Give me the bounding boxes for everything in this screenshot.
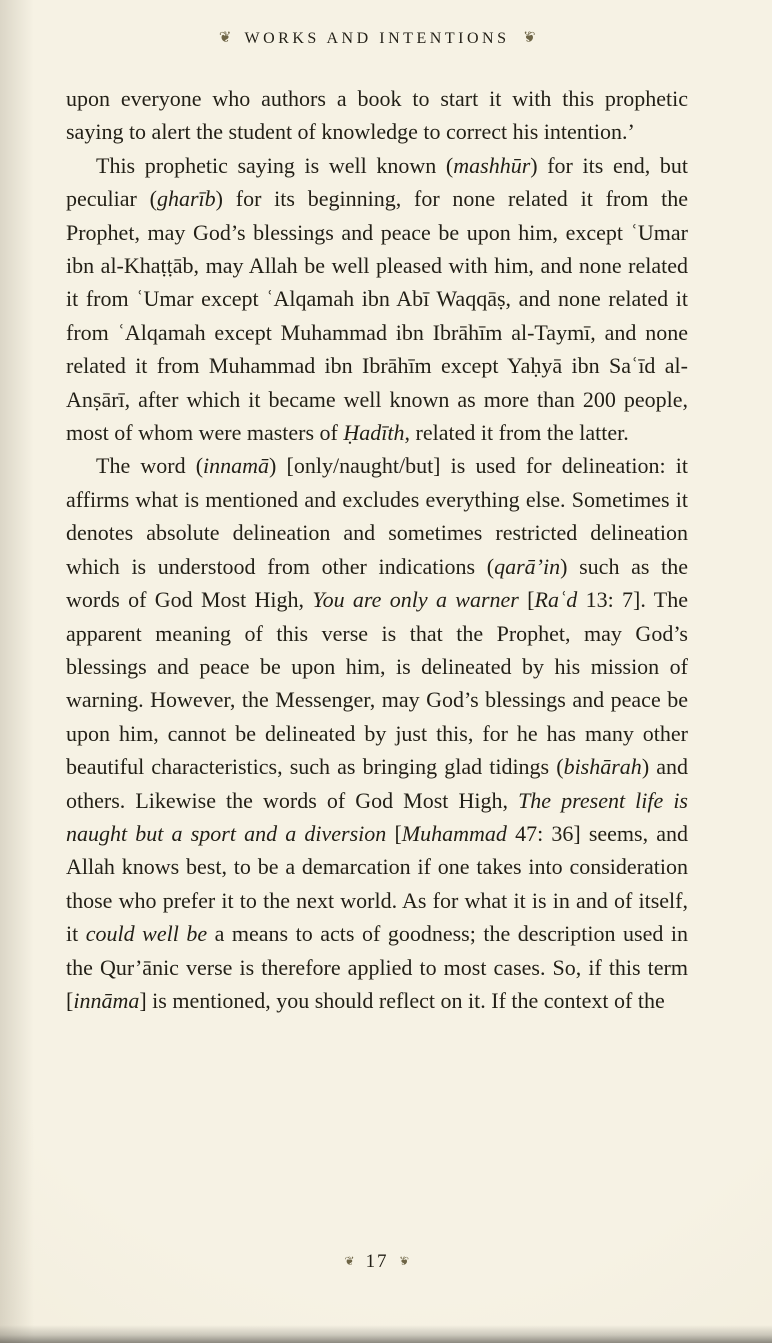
text-run: You are only a warner <box>312 587 519 613</box>
fleuron-right-icon: ❦ <box>522 29 536 46</box>
text-run: , related it from the latter. <box>404 420 629 446</box>
text-run: could well be <box>85 921 208 947</box>
text-run: bishārah <box>563 754 642 780</box>
text-run: [ <box>518 587 535 613</box>
text-run: 13: 7]. The apparent meaning of this verse is that the Prophet, may God’s blessings and peace be upon him, is delineated by his mission of warning. However, the Messenger, may God’s blessings and peace be upon him, cannot be delineated by just this, for he has many other beautiful characteristics, such as bringing glad tidings ( <box>66 587 688 780</box>
fleuron-right-icon: ❦ <box>399 1254 410 1268</box>
page-number: 17 <box>365 1251 389 1272</box>
fleuron-left-icon: ❦ <box>344 1254 355 1268</box>
text-run: [ <box>386 820 402 846</box>
text-run: ) and others. Likewise the words of God Most High, <box>66 754 689 813</box>
text-run: ) such as the words of God Most High, <box>66 553 688 613</box>
running-header-title: WORKS AND INTENTIONS <box>244 30 510 47</box>
text-run: 47: 36] seems, and Allah knows best, to be a demarcation if one takes into consideration those who prefer it to the next world. As for what it is in and of itself, it <box>66 820 689 947</box>
body-text <box>66 82 688 1017</box>
text-run: The word ( <box>96 453 204 479</box>
page-footer <box>66 1251 688 1273</box>
paragraph <box>66 449 688 1017</box>
text-run: ] is mentioned, you should reflect on it. If the context of the <box>139 987 665 1013</box>
text-run: ) for its beginning, for none related it from the Prophet, may God’s blessings and peace be upon him, except ʿUmar ibn al-Khaṭṭāb, may Allah be well pleased with him, and none related it from ʿUmar except ʿAlqamah ibn Abī Waqqāṣ, and none related it from ʿAlqamah except Muhammad ibn Ibrāhīm al-Taymī, and none related it from Muhammad ibn Ibrāhīm except Yaḥyā ibn Saʿīd al-Anṣārī, after which it became well known as more than 200 people, most of whom were masters of <box>66 186 688 446</box>
text-run: gharīb <box>156 186 216 212</box>
text-run: The present life is naught but a sport and a diversion <box>66 787 688 846</box>
text-run: Muhammad <box>401 820 507 846</box>
text-run: upon everyone who authors a book to start it with this prophetic saying to alert the student of knowledge to correct his intention.’ <box>66 86 688 145</box>
text-run: qarā’in <box>494 553 561 579</box>
text-run: ) [only/naught/but] is used for delineation: it affirms what is mentioned and excludes everything else. Sometimes it denotes absolute delineation and sometimes restricted delineation which is understood from other indications ( <box>66 453 688 579</box>
text-run: mashhūr <box>453 152 531 178</box>
paragraph <box>66 82 688 149</box>
text-run: Ḥadīth <box>343 420 405 446</box>
text-run: innamā <box>203 453 270 479</box>
text-run: Raʿd <box>534 587 578 613</box>
text-run: This prophetic saying is well known ( <box>96 152 454 178</box>
fleuron-left-icon: ❦ <box>218 29 232 46</box>
text-run: innāma <box>73 987 140 1013</box>
text-run: a means to acts of goodness; the description used in the Qur’ānic verse is therefore applied to most cases. So, if this term [ <box>66 921 688 1013</box>
running-header <box>66 30 688 48</box>
text-run: ) for its end, but peculiar ( <box>66 152 688 212</box>
paragraph <box>66 149 688 450</box>
